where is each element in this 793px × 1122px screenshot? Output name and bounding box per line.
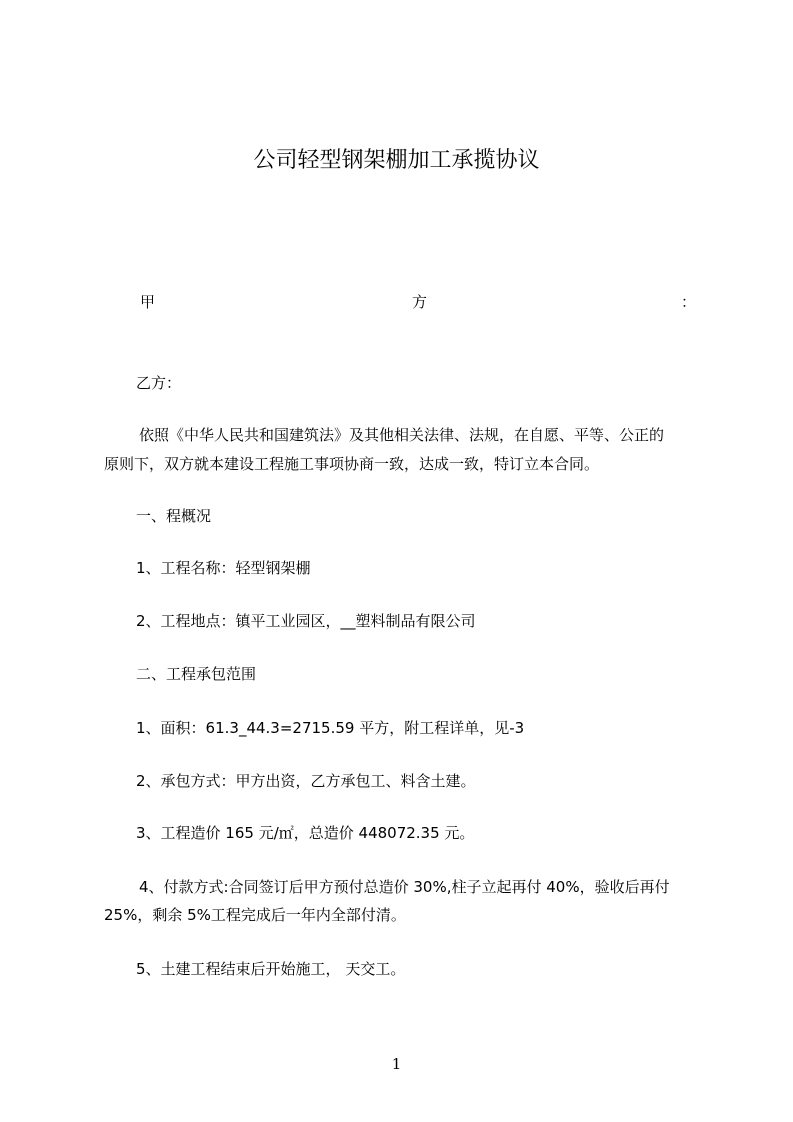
section-2-heading: 二、工程承包范围	[136, 665, 257, 683]
payment-terms-line-1: 4、付款方式:合同签订后甲方预付总造价 30%,柱子立起再付 40%，验收后再付	[139, 878, 670, 896]
project-name-item: 1、工程名称：轻型钢架棚	[136, 559, 311, 577]
section-1-heading: 一、程概况	[136, 507, 212, 525]
project-location-item: 2、工程地点：镇平工业园区，__塑料制品有限公司	[136, 612, 476, 630]
party-a-char-1: 甲	[140, 293, 156, 311]
party-a-line	[140, 291, 696, 313]
construction-start-item: 5、土建工程结束后开始施工， 天交工。	[136, 960, 406, 978]
area-item: 1、面积：61.3_44.3=2715.59 平方，附工程详单，见-3	[136, 719, 525, 737]
payment-terms-line-2: 25%，剩余 5%工程完成后一年内全部付清。	[104, 906, 406, 924]
party-a-colon: ：	[680, 293, 696, 311]
document-title: 公司轻型钢架棚加工承揽协议	[253, 148, 540, 173]
project-cost-item: 3、工程造价 165 元/㎡，总造价 448072.35 元。	[136, 824, 475, 842]
contract-method-item: 2、承包方式：甲方出资，乙方承包工、料含土建。	[136, 772, 476, 790]
page-number: 1	[391, 1055, 402, 1073]
intro-paragraph-line-2: 原则下，双方就本建设工程施工事项协商一致，达成一致，特订立本合同。	[104, 455, 600, 473]
intro-paragraph-line-1: 依照《中华人民共和国建筑法》及其他相关法律、法规，在自愿、平等、公正的	[139, 426, 665, 444]
party-b-line: 乙方：	[136, 374, 182, 392]
party-a-char-2: 方	[412, 293, 428, 311]
